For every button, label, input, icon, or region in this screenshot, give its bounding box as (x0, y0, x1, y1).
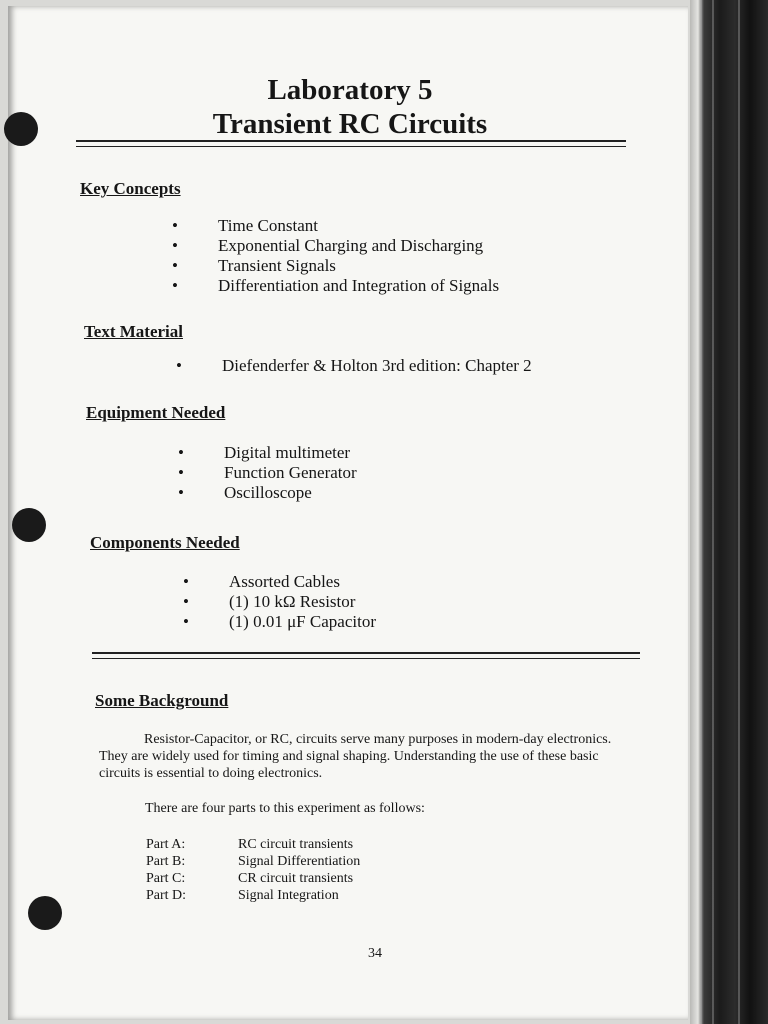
bullet-icon: • (183, 612, 189, 631)
equipment-needed-heading: Equipment Needed (86, 403, 226, 422)
bullet-icon: • (183, 572, 189, 591)
key-concepts-heading: Key Concepts (80, 179, 181, 198)
list-item: • Differentiation and Integration of Signals (172, 276, 500, 295)
parts-list (146, 836, 360, 904)
some-background-heading: Some Background (95, 691, 229, 710)
bullet-icon: • (172, 216, 178, 235)
binder-edge (690, 0, 768, 1024)
part-row: Part D: Signal Integration (146, 888, 339, 903)
components-needed-list (183, 572, 376, 632)
bullet-icon: • (172, 236, 178, 255)
bullet-icon: • (183, 592, 189, 611)
bullet-icon: • (172, 256, 178, 275)
parts-intro: There are four parts to this experiment as follows: (145, 801, 425, 816)
title-line-1: Laboratory 5 (267, 74, 433, 106)
list-item: • (1) 0.01 μF Capacitor (183, 612, 376, 631)
punch-hole (12, 508, 46, 542)
list-item: • (1) 10 kΩ Resistor (183, 592, 356, 611)
bullet-icon: • (176, 356, 182, 375)
bullet-icon: • (178, 443, 184, 462)
page-number: 34 (368, 946, 382, 961)
list-item: • Exponential Charging and Discharging (172, 236, 484, 255)
binder-streak (700, 0, 702, 1024)
part-row: Part A: RC circuit transients (146, 837, 354, 852)
equipment-needed-list (178, 443, 357, 503)
bullet-icon: • (172, 276, 178, 295)
section-rule (92, 652, 640, 659)
bullet-icon: • (178, 483, 184, 502)
background-paragraph: Resistor-Capacitor, or RC, circuits serve many purposes in modern-day electronics. They are widely used for timing and signal shaping. Understanding the use of these basic circuits is essential to doing electronics. (99, 732, 612, 781)
key-concepts-list (172, 216, 499, 296)
title-rule (76, 140, 626, 147)
punch-hole (28, 896, 62, 930)
list-item: • Function Generator (178, 463, 357, 482)
list-item: • Assorted Cables (183, 572, 340, 591)
binder-streak (712, 0, 714, 1024)
title-line-2: Transient RC Circuits (212, 108, 488, 140)
part-row: Part B: Signal Differentiation (146, 854, 361, 869)
list-item: • Oscilloscope (178, 483, 312, 502)
text-material-list (176, 356, 532, 376)
binder-streak (738, 0, 740, 1024)
list-item: • Diefenderfer & Holton 3rd edition: Chapter 2 (176, 356, 532, 375)
list-item: • Digital multimeter (178, 443, 351, 462)
components-needed-heading: Components Needed (90, 533, 240, 552)
bullet-icon: • (178, 463, 184, 482)
list-item: • Transient Signals (172, 256, 336, 275)
part-row: Part C: CR circuit transients (146, 871, 354, 886)
text-material-heading: Text Material (84, 322, 183, 341)
list-item: • Time Constant (172, 216, 318, 235)
